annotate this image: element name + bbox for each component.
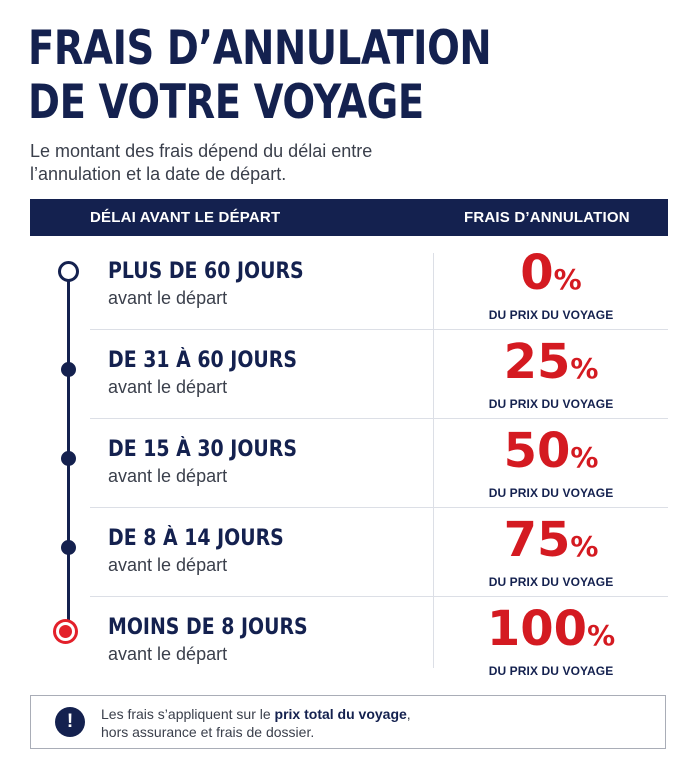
fee-value: 100 bbox=[486, 601, 588, 657]
note-text-start: Les frais s’appliquent sur le bbox=[101, 706, 275, 722]
table-row bbox=[30, 597, 668, 686]
fee-label: DU PRIX DU VOYAGE bbox=[488, 486, 614, 500]
fee-percentage bbox=[504, 336, 599, 395]
period-label: DE 31 À 60 JOURS bbox=[108, 348, 297, 373]
page-subtitle bbox=[30, 140, 490, 186]
fee-cell bbox=[434, 336, 668, 411]
column-header-delay: DÉLAI AVANT LE DÉPART bbox=[90, 209, 281, 226]
percent-sign: % bbox=[587, 619, 616, 652]
info-note bbox=[30, 695, 666, 749]
page-title bbox=[28, 22, 491, 130]
fee-label: DU PRIX DU VOYAGE bbox=[488, 308, 614, 322]
period-sub-label: avant le départ bbox=[108, 377, 228, 397]
title-line-2: DE VOTRE VOYAGE bbox=[28, 75, 424, 130]
column-header-fees: FRAIS D’ANNULATION bbox=[464, 209, 630, 226]
fee-value: 25 bbox=[503, 334, 571, 390]
period-label: DE 15 À 30 JOURS bbox=[108, 437, 297, 462]
fee-percentage bbox=[487, 603, 615, 662]
fee-percentage bbox=[504, 514, 599, 573]
percent-sign: % bbox=[570, 530, 599, 563]
table-row bbox=[30, 241, 668, 330]
title-line-1: FRAIS D’ANNULATION bbox=[28, 21, 492, 76]
fee-cell bbox=[434, 247, 668, 322]
note-text bbox=[101, 705, 411, 741]
period-label: MOINS DE 8 JOURS bbox=[108, 615, 308, 640]
open-circle-icon bbox=[58, 261, 79, 282]
fee-value: 0 bbox=[520, 245, 554, 301]
fee-cell bbox=[434, 425, 668, 500]
fee-percentage bbox=[520, 247, 581, 306]
table-row bbox=[30, 508, 668, 597]
filled-dot-icon bbox=[61, 451, 76, 466]
percent-sign: % bbox=[553, 263, 582, 296]
fee-cell bbox=[434, 514, 668, 589]
exclamation-icon: ! bbox=[55, 707, 85, 737]
fee-label: DU PRIX DU VOYAGE bbox=[488, 664, 614, 678]
percent-sign: % bbox=[570, 441, 599, 474]
table-row bbox=[30, 419, 668, 508]
cancellation-table bbox=[30, 241, 668, 678]
period-label: PLUS DE 60 JOURS bbox=[108, 259, 304, 284]
fee-label: DU PRIX DU VOYAGE bbox=[488, 397, 614, 411]
note-text-line-2: hors assurance et frais de dossier. bbox=[101, 724, 315, 740]
period-sub-label: avant le départ bbox=[108, 555, 228, 575]
period-label: DE 8 À 14 JOURS bbox=[108, 526, 284, 551]
subtitle-line-2: l’annulation et la date de départ. bbox=[30, 164, 287, 184]
fee-value: 50 bbox=[503, 423, 571, 479]
period-sub-label: avant le départ bbox=[108, 466, 228, 486]
period-sub-label: avant le départ bbox=[108, 644, 228, 664]
fee-cell bbox=[434, 603, 668, 678]
note-text-end: , bbox=[406, 706, 411, 722]
filled-dot-icon bbox=[61, 540, 76, 555]
fee-value: 75 bbox=[503, 512, 571, 568]
table-header bbox=[30, 199, 668, 236]
period-sub-label: avant le départ bbox=[108, 288, 228, 308]
note-text-bold: prix total du voyage bbox=[274, 706, 407, 722]
percent-sign: % bbox=[570, 352, 599, 385]
table-row bbox=[30, 330, 668, 419]
filled-dot-icon bbox=[61, 362, 76, 377]
fee-label: DU PRIX DU VOYAGE bbox=[488, 575, 614, 589]
alert-target-icon bbox=[56, 622, 75, 641]
fee-percentage bbox=[504, 425, 599, 484]
subtitle-line-1: Le montant des frais dépend du délai entre bbox=[30, 141, 373, 161]
